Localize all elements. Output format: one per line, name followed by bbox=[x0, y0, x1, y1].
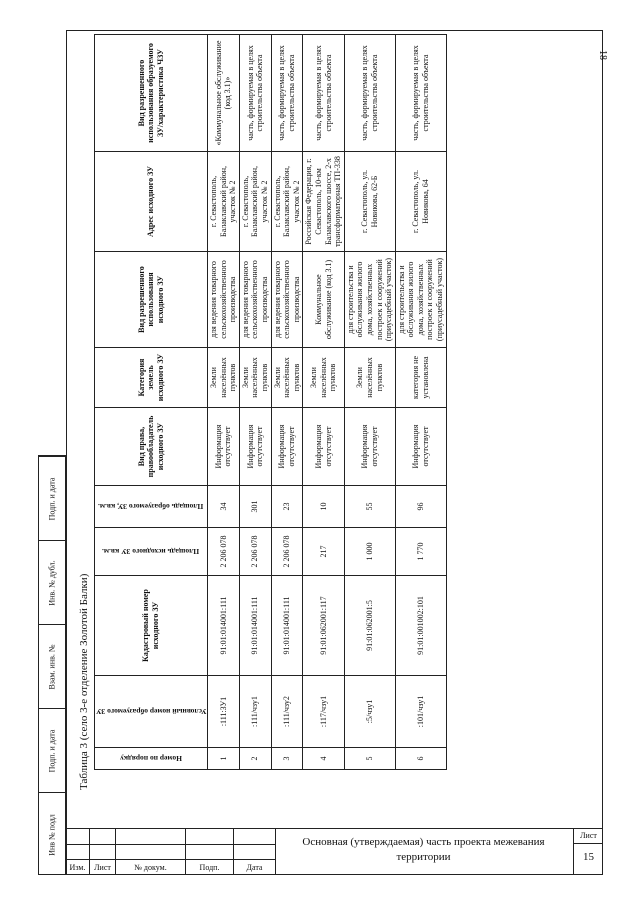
table-cell: часть, формируемая в целях строительства объекта bbox=[239, 35, 271, 152]
table-cell: часть, формируемая в целях строительства объекта bbox=[395, 35, 446, 152]
table-cell: г. Севастополь, ул. Новикова, 62-Б bbox=[344, 152, 395, 252]
binding-strip bbox=[38, 455, 66, 875]
table-cell: 5 bbox=[344, 748, 395, 770]
header-cell: Адрес исходного ЗУ bbox=[95, 152, 208, 252]
strip-field: Взам. инв. № bbox=[39, 624, 65, 708]
table-cell: «Коммунальное обслуживание (код 3.1)» bbox=[208, 35, 240, 152]
table-cell: Земли населённых пунктов bbox=[303, 348, 344, 408]
table-cell: 6 bbox=[395, 748, 446, 770]
strip-field: Подп. и дата bbox=[39, 456, 65, 540]
table-cell: :111/чзу2 bbox=[271, 676, 303, 748]
table-cell: Информация отсутствует bbox=[395, 408, 446, 486]
table-cell: 96 bbox=[395, 486, 446, 528]
table-cell: 2 bbox=[239, 748, 271, 770]
table-caption: Таблица 3 (село 3-е отделение Золотой Балки) bbox=[78, 573, 90, 790]
table-cell: 1 770 bbox=[395, 528, 446, 576]
table-row bbox=[271, 35, 303, 770]
table-cell: часть, формируемая в целях строительства объекта bbox=[271, 35, 303, 152]
table-cell: 91:01:001002:101 bbox=[395, 576, 446, 676]
table-row bbox=[303, 35, 344, 770]
header-cell: Площадь образуемого ЗУ, кв.м. bbox=[95, 486, 208, 528]
table-cell: 10 bbox=[303, 486, 344, 528]
landscape-sheet bbox=[72, 35, 592, 830]
table-row bbox=[208, 35, 240, 770]
strip-field: Инв № подл bbox=[39, 792, 65, 876]
table-cell: :5/чзу1 bbox=[344, 676, 395, 748]
table-cell: :111:ЗУ1 bbox=[208, 676, 240, 748]
title-block bbox=[66, 828, 603, 875]
table-cell: Земли населённых пунктов bbox=[271, 348, 303, 408]
document-title: Основная (утверждаемая) часть проекта межевания территории bbox=[302, 836, 545, 863]
table-row bbox=[344, 35, 395, 770]
table-cell: для ведения товарного сельскохозяйственного производства bbox=[208, 252, 240, 348]
table-cell: 2 206 078 bbox=[271, 528, 303, 576]
table-cell: для строительства и обслуживания жилого дома, хозяйственных построек и сооружений (приусадебный участок) bbox=[344, 252, 395, 348]
table-cell: 91:01:014001:111 bbox=[239, 576, 271, 676]
table-row bbox=[395, 35, 446, 770]
page-number: 18 bbox=[597, 50, 608, 60]
table-cell: 91:01:014001:111 bbox=[208, 576, 240, 676]
header-cell: Кадастровый номер исходного ЗУ bbox=[95, 576, 208, 676]
table-cell: 217 bbox=[303, 528, 344, 576]
table-cell: Земли населённых пунктов bbox=[344, 348, 395, 408]
table-cell: 91:01:062001:117 bbox=[303, 576, 344, 676]
table-cell: г. Севастополь, Балаклавский район, участок № 2 bbox=[239, 152, 271, 252]
table-cell: Информация отсутствует bbox=[239, 408, 271, 486]
table-cell: Информация отсутствует bbox=[303, 408, 344, 486]
table-cell: часть, формируемая в целях строительства объекта bbox=[303, 35, 344, 152]
table-cell: 2 206 078 bbox=[239, 528, 271, 576]
table-cell: категория не установлена bbox=[395, 348, 446, 408]
table-cell: 2 206 078 bbox=[208, 528, 240, 576]
table-cell: :101/чзу1 bbox=[395, 676, 446, 748]
table-cell: Земли населённых пунктов bbox=[239, 348, 271, 408]
table-cell: 1 bbox=[208, 748, 240, 770]
table-cell: 4 bbox=[303, 748, 344, 770]
sheet-box bbox=[573, 829, 603, 875]
table-cell: :117/чзу1 bbox=[303, 676, 344, 748]
table-cell: 55 bbox=[344, 486, 395, 528]
table-cell: Информация отсутствует bbox=[344, 408, 395, 486]
table-cell: часть, формируемая в целях строительства объекта bbox=[344, 35, 395, 152]
table-cell: г. Севастополь, Балаклавский район, участок № 2 bbox=[271, 152, 303, 252]
header-cell: Вид разрешенного использования исходного ЗУ bbox=[95, 252, 208, 348]
table-cell: :111/чзу1 bbox=[239, 676, 271, 748]
header-cell: Площадь исходного ЗУ кв.м. bbox=[95, 528, 208, 576]
stamp-col: Изм. bbox=[66, 829, 90, 875]
stamp-col: Лист bbox=[90, 829, 116, 875]
table-cell: для строительства и обслуживания жилого дома, хозяйственных построек и сооружений (приусадебный участок) bbox=[395, 252, 446, 348]
table-cell: г. Севастополь, Балаклавский район, участок № 2 bbox=[208, 152, 240, 252]
table-cell: Российская Федерация, г. Севастополь, 10-км Балаклавского шоссе, 2-х трансформаторная ТП-338 bbox=[303, 152, 344, 252]
header-cell: Категория земель исходного ЗУ bbox=[95, 348, 208, 408]
stamp-columns bbox=[66, 829, 276, 875]
table-cell: для ведения товарного сельскохозяйственного производства bbox=[271, 252, 303, 348]
table-cell: 301 bbox=[239, 486, 271, 528]
strip-field: Подп. и дата bbox=[39, 708, 65, 792]
table-cell: 34 bbox=[208, 486, 240, 528]
header-cell: Номер по порядку bbox=[95, 748, 208, 770]
table-cell: 91:01:062001:5 bbox=[344, 576, 395, 676]
table-cell: Информация отсутствует bbox=[271, 408, 303, 486]
table-cell: Коммунальное обслуживание (код 3.1) bbox=[303, 252, 344, 348]
parcels-table bbox=[94, 34, 447, 770]
table-cell: 23 bbox=[271, 486, 303, 528]
table-cell: Земли населённых пунктов bbox=[208, 348, 240, 408]
table-cell: 3 bbox=[271, 748, 303, 770]
header-cell: Вид разрешенного использования образуемого ЗУ/характеристика ЧЗУ bbox=[95, 35, 208, 152]
table-cell: 91:01:014001:111 bbox=[271, 576, 303, 676]
table-cell: Информация отсутствует bbox=[208, 408, 240, 486]
table-row bbox=[239, 35, 271, 770]
table-header-row bbox=[95, 35, 208, 770]
table-cell: для ведения товарного сельскохозяйственного производства bbox=[239, 252, 271, 348]
stamp-col: Дата bbox=[234, 829, 276, 875]
sheet-label: Лист bbox=[580, 831, 597, 840]
strip-field: Инв. № дубл. bbox=[39, 540, 65, 624]
stamp-col: № докум. bbox=[116, 829, 186, 875]
table-cell: г. Севастополь, ул. Новикова, 64 bbox=[395, 152, 446, 252]
header-cell: Условный номер образуемого ЗУ bbox=[95, 676, 208, 748]
stamp-col: Подп. bbox=[186, 829, 234, 875]
header-cell: Вид права, правообладатель исходного ЗУ bbox=[95, 408, 208, 486]
table-cell: 1 000 bbox=[344, 528, 395, 576]
sheet-number: 15 bbox=[583, 851, 594, 863]
